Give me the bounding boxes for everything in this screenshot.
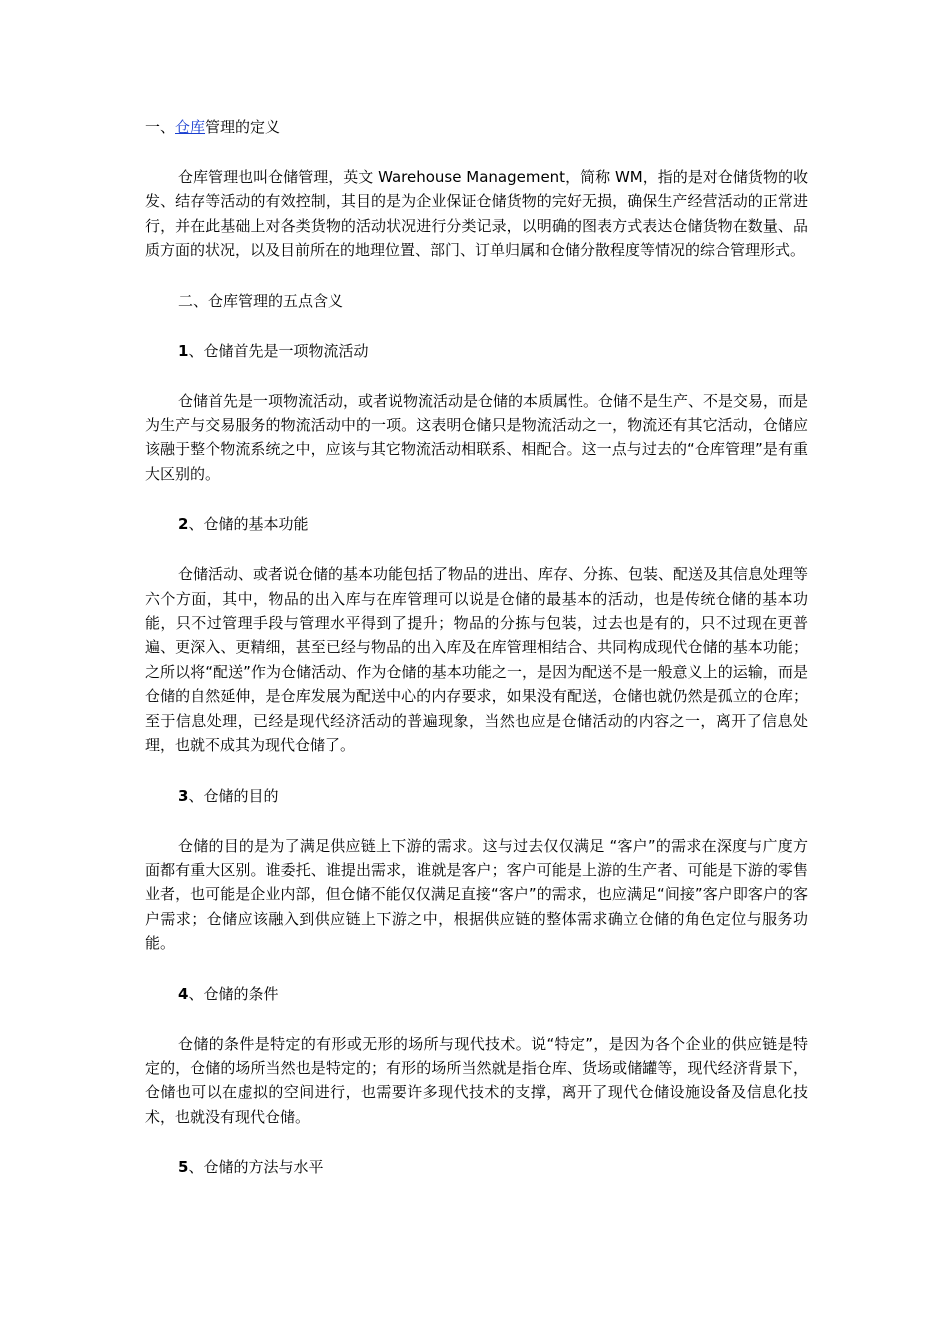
subheading-text: 、仓储首先是一项物流活动 <box>188 341 369 360</box>
subheading-text: 、仓储的方法与水平 <box>188 1158 324 1177</box>
section-number: 一、 <box>145 118 176 136</box>
paragraph-logistics-activity: 仓储首先是一项物流活动，或者说物流活动是仓储的本质属性。仓储不是生产、不是交易，而是为生产与交易服务的物流活动中的一项。这表明仓储只是物流活动之一，物流还有其它活动，仓储应该融于整个物流系统之中，应该与其它物流活动相联系、相配合。这一点与过去的“仓库管理”是有重大区别的。 <box>145 391 809 483</box>
subheading-number: 4 <box>178 984 189 1003</box>
subheading-text: 、仓储的目的 <box>188 786 279 805</box>
paragraph-purpose: 仓储的目的是为了满足供应链上下游的需求。这与过去仅仅满足 “客户”的需求在深度与广度方面都有重大区别。谁委托、谁提出需求，谁就是客户；客户可能是上游的生产者、可能是下游的零售业者，也可能是企业内部，但仓储不能仅仅满足直接“客户”的需求，也应满足“间接”客户即客户的客户需求；仓储应该融入到供应链上下游之中，根据供应链的整体需求确立仓储的角色定位与服务功能。 <box>145 836 808 953</box>
paragraph-conditions: 仓储的条件是特定的有形或无形的场所与现代技术。说“特定”，是因为各个企业的供应链是特定的，仓储的场所当然也是特定的；有形的场所当然就是指仓库、货场或储罐等，现代经济背景下，仓储也可以在虚拟的空间进行，也需要许多现代技术的支撑，离开了现代仓储设施设备及信息化技术，也就没有现代仓储。 <box>145 1034 808 1126</box>
subheading-purpose <box>145 784 808 808</box>
paragraph-basic-functions: 仓储活动、或者说仓储的基本功能包括了物品的进出、库存、分拣、包装、配送及其信息处理等六个方面，其中，物品的出入库与在库管理可以说是仓储的最基本的活动，也是传统仓储的基本功能，只不过管理手段与管理水平得到了提升；物品的分拣与包装，过去也是有的，只不过现在更普遍、更深入、更精细，甚至已经与物品的出入库及在库管理相结合、共同构成现代仓储的基本功能；之所以将“配送”作为仓储活动、作为仓储的基本功能之一，是因为配送不是一般意义上的运输，而是仓储的自然延伸，是仓库发展为配送中心的内存要求，如果没有配送，仓储也就仍然是孤立的仓库；至于信息处理，已经是现代经济活动的普遍现象，当然也应是仓储活动的内容之一，离开了信息处理，也就不成其为现代仓储了。 <box>145 565 809 755</box>
document-page <box>145 115 808 1205</box>
section-title: 管理的定义 <box>205 118 281 136</box>
subheading-logistics-activity <box>145 339 808 363</box>
subheading-basic-functions <box>145 512 808 536</box>
subheading-conditions <box>145 982 808 1006</box>
subheading-number: 3 <box>178 786 189 805</box>
section-heading-five-meanings: 二、仓库管理的五点含义 <box>178 291 344 310</box>
subheading-text: 、仓储的基本功能 <box>188 515 309 534</box>
subheading-text: 、仓储的条件 <box>188 984 279 1003</box>
section-heading-definition <box>145 115 808 139</box>
paragraph-definition: 仓库管理也叫仓储管理，英文 Warehouse Management，简称 WM，指的是对仓储货物的收发、结存等活动的有效控制，其目的是为企业保证仓储货物的完好无损，确保生产经营活动的正常进行，并在此基础上对各类货物的活动状况进行分类记录，以明确的图表方式表达仓储货物在数量、品质方面的状况，以及目前所在的地理位置、部门、订单归属和仓储分散程度等情况的综合管理形式。 <box>145 168 808 260</box>
subheading-number: 2 <box>178 515 189 534</box>
subheading-number: 5 <box>178 1158 189 1177</box>
warehouse-link[interactable]: 仓库 <box>175 118 206 136</box>
subheading-methods-level <box>145 1155 808 1179</box>
subheading-number: 1 <box>178 341 189 360</box>
